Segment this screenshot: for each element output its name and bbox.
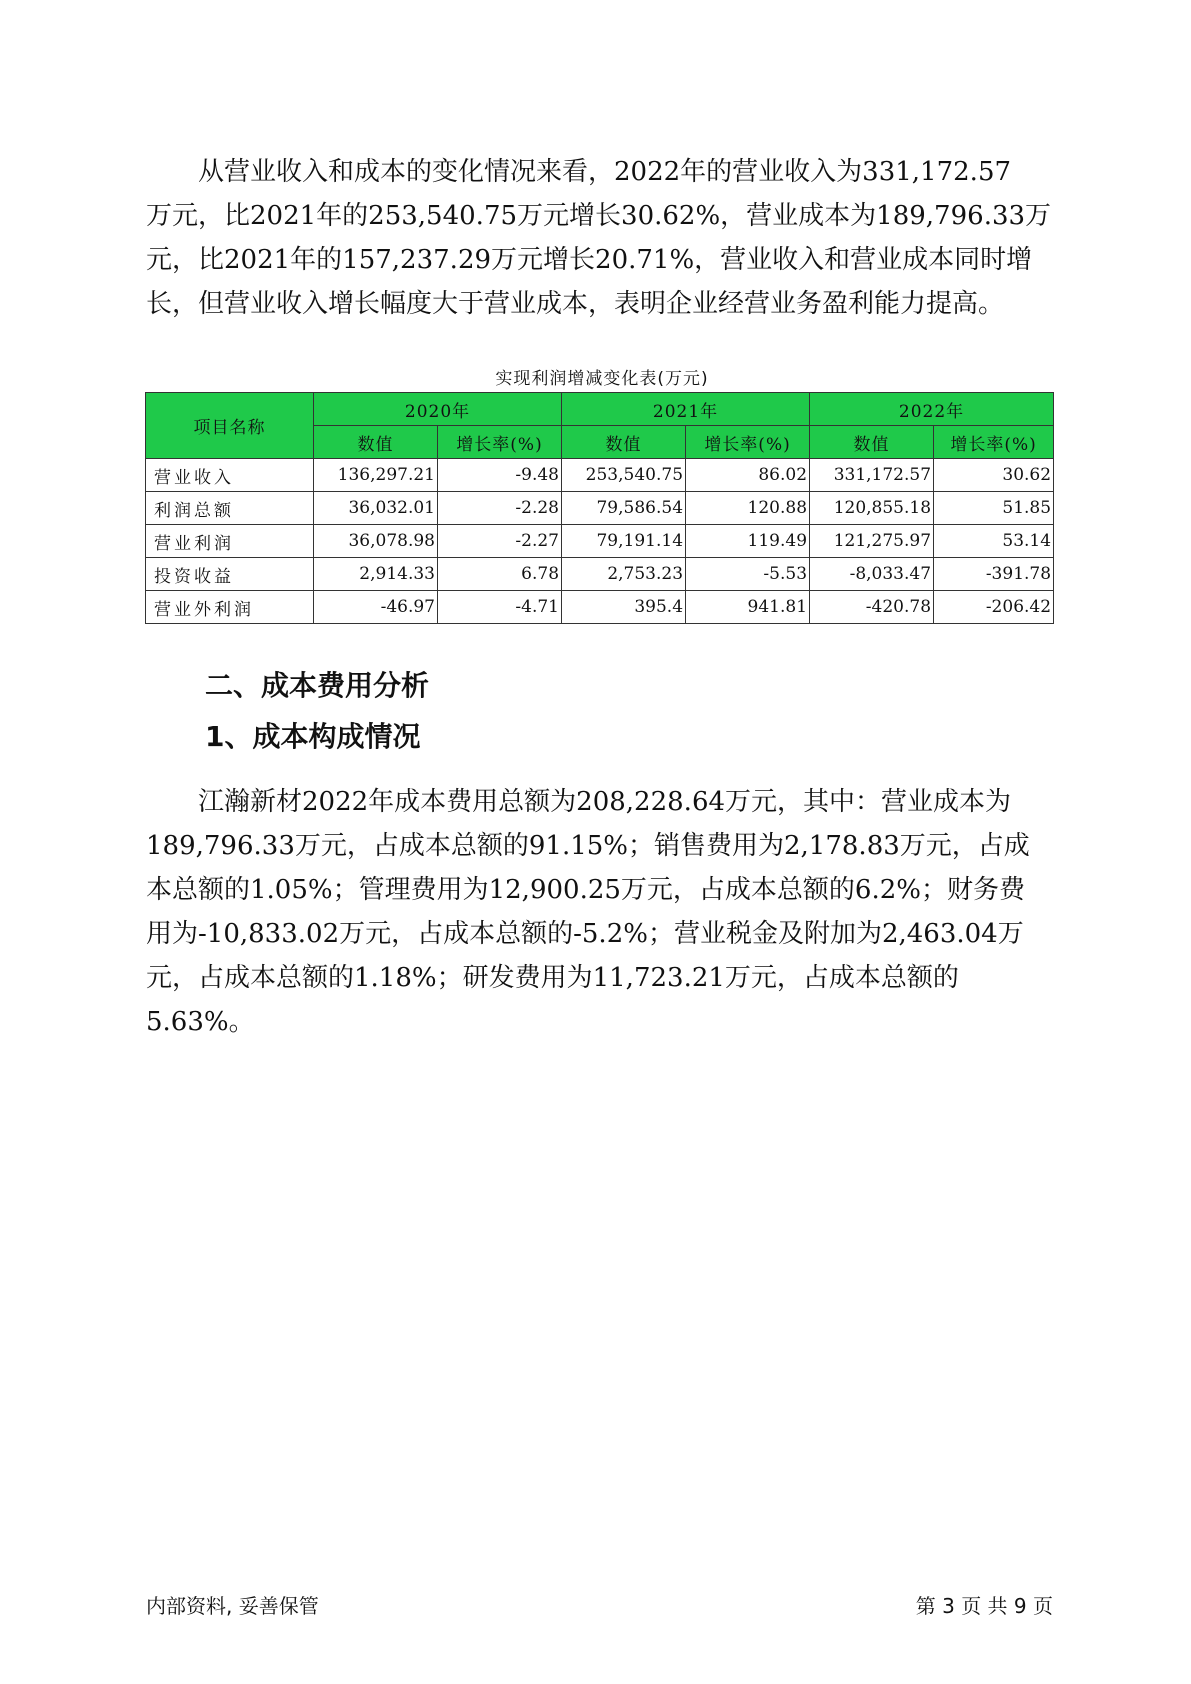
table-cell: -4.71 [438,591,562,624]
table-cell: -46.97 [314,591,438,624]
paragraph-line: 元，比2021年的157,237.29万元增长20.71%，营业收入和营业成本同时增 [146,245,1033,275]
row-name: 营业外利润 [146,591,314,624]
table-row [146,492,1054,525]
table-cell: 36,078.98 [314,525,438,558]
paragraph-line: 本总额的1.05%；管理费用为12,900.25万元，占成本总额的6.2%；财务费 [146,875,1025,905]
table-cell: -8,033.47 [810,558,934,591]
header-rate: 增长率(%) [934,426,1054,459]
table-cell: 86.02 [686,459,810,492]
paragraph-line: 江瀚新材2022年成本费用总额为208,228.64万元，其中：营业成本为 [198,787,1012,817]
footer-note: 内部资料, 妥善保管 [146,1594,319,1618]
header-rate: 增长率(%) [438,426,562,459]
table-cell: 79,191.14 [562,525,686,558]
header-value: 数值 [810,426,934,459]
table-cell: 119.49 [686,525,810,558]
row-name: 利润总额 [146,492,314,525]
paragraph-line: 元，占成本总额的1.18%；研发费用为11,723.21万元，占成本总额的 [146,963,959,993]
row-name: 营业利润 [146,525,314,558]
table-cell: -2.27 [438,525,562,558]
table-cell: 331,172.57 [810,459,934,492]
table-cell: 30.62 [934,459,1054,492]
paragraph-line: 5.63%。 [146,1007,255,1037]
sub-heading: 1、成本构成情况 [205,720,421,753]
paragraph-line: 万元，比2021年的253,540.75万元增长30.62%，营业成本为189,796.33万 [146,201,1052,231]
table-cell: 2,753.23 [562,558,686,591]
header-value: 数值 [562,426,686,459]
header-item-name: 项目名称 [146,393,314,459]
table-row [146,459,1054,492]
table-cell: 253,540.75 [562,459,686,492]
header-year: 2021年 [562,393,810,426]
table-cell: 51.85 [934,492,1054,525]
table-cell: 36,032.01 [314,492,438,525]
table-cell: 79,586.54 [562,492,686,525]
table-cell: -5.53 [686,558,810,591]
table-cell: 120.88 [686,492,810,525]
row-name: 营业收入 [146,459,314,492]
paragraph-line: 长，但营业收入增长幅度大于营业成本，表明企业经营业务盈利能力提高。 [146,289,1005,319]
paragraph-line: 用为-10,833.02万元，占成本总额的-5.2%；营业税金及附加为2,463.04万 [146,919,1024,949]
table-caption: 实现利润增减变化表(万元) [495,369,709,389]
section-heading: 二、成本费用分析 [205,669,430,702]
table-cell: -391.78 [934,558,1054,591]
table-cell: -206.42 [934,591,1054,624]
table-cell: 2,914.33 [314,558,438,591]
header-value: 数值 [314,426,438,459]
table-cell: 121,275.97 [810,525,934,558]
intro-paragraph [146,150,1058,326]
paragraph-line: 189,796.33万元，占成本总额的91.15%；销售费用为2,178.83万元，占成 [146,831,1030,861]
table-row [146,591,1054,624]
table-cell: 6.78 [438,558,562,591]
table-cell: 941.81 [686,591,810,624]
table-row [146,525,1054,558]
table-cell: 120,855.18 [810,492,934,525]
table-cell: 136,297.21 [314,459,438,492]
profit-change-table [145,392,1054,624]
header-rate: 增长率(%) [686,426,810,459]
table-header-row [146,393,1054,426]
cost-paragraph [146,780,1058,1044]
table-cell: -9.48 [438,459,562,492]
row-name: 投资收益 [146,558,314,591]
header-year: 2022年 [810,393,1054,426]
paragraph-line: 从营业收入和成本的变化情况来看，2022年的营业收入为331,172.57 [198,157,1012,187]
table-cell: 395.4 [562,591,686,624]
table-row [146,558,1054,591]
header-year: 2020年 [314,393,562,426]
table-cell: 53.14 [934,525,1054,558]
page-number: 第 3 页 共 9 页 [915,1594,1053,1618]
table-cell: -2.28 [438,492,562,525]
table-cell: -420.78 [810,591,934,624]
